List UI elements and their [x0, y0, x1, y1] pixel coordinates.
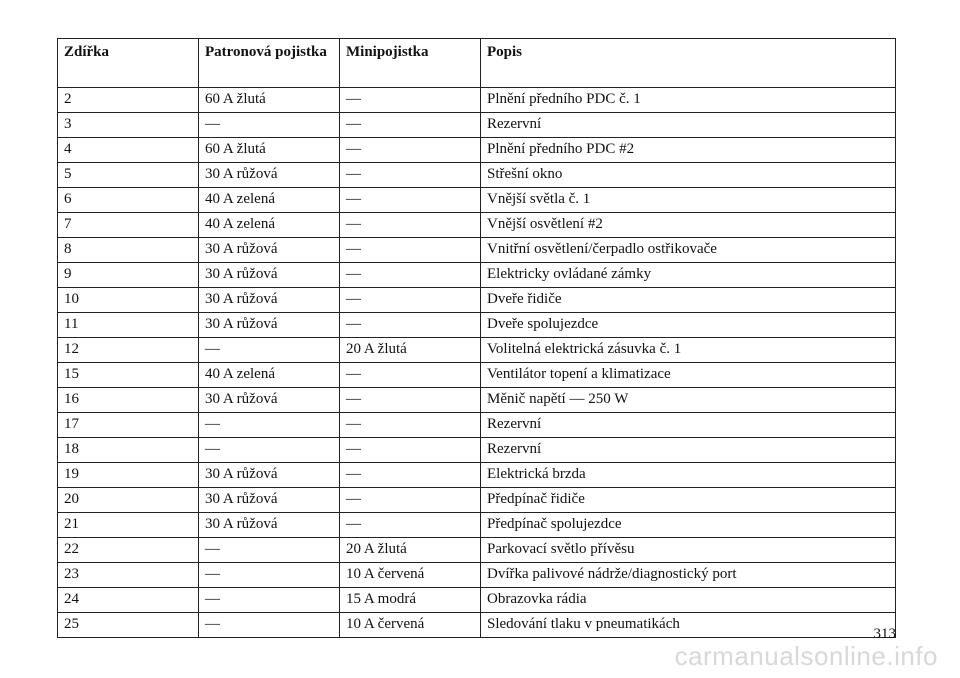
table-row — [58, 588, 896, 613]
cell-mini-fuse: — — [340, 138, 481, 163]
table-row — [58, 338, 896, 363]
table-header-row — [58, 39, 896, 88]
cell-description: Dveře řidiče — [481, 288, 896, 313]
cell-cartridge-fuse: 30 A růžová — [199, 163, 340, 188]
cell-description: Dvířka palivové nádrže/diagnostický port — [481, 563, 896, 588]
cell-cartridge-fuse: 40 A zelená — [199, 213, 340, 238]
cell-description: Rezervní — [481, 413, 896, 438]
cell-cartridge-fuse: — — [199, 538, 340, 563]
cell-socket: 16 — [58, 388, 199, 413]
cell-mini-fuse: — — [340, 313, 481, 338]
cell-mini-fuse: 10 A červená — [340, 613, 481, 638]
cell-cartridge-fuse: — — [199, 613, 340, 638]
cell-description: Plnění předního PDC č. 1 — [481, 88, 896, 113]
cell-socket: 15 — [58, 363, 199, 388]
cell-cartridge-fuse: — — [199, 413, 340, 438]
cell-description: Plnění předního PDC #2 — [481, 138, 896, 163]
cell-description: Rezervní — [481, 438, 896, 463]
cell-socket: 23 — [58, 563, 199, 588]
table-row — [58, 188, 896, 213]
cell-mini-fuse: — — [340, 388, 481, 413]
cell-mini-fuse: 10 A červená — [340, 563, 481, 588]
cell-description: Vnitřní osvětlení/čerpadlo ostřikovače — [481, 238, 896, 263]
cell-socket: 19 — [58, 463, 199, 488]
cell-mini-fuse: — — [340, 288, 481, 313]
table-row — [58, 538, 896, 563]
header-socket: Zdířka — [58, 39, 199, 88]
table-row — [58, 413, 896, 438]
cell-cartridge-fuse: — — [199, 338, 340, 363]
page-number: 313 — [873, 626, 896, 642]
table-row — [58, 313, 896, 338]
table-row — [58, 88, 896, 113]
cell-socket: 7 — [58, 213, 199, 238]
table-body — [58, 88, 896, 638]
cell-mini-fuse: — — [340, 413, 481, 438]
cell-cartridge-fuse: — — [199, 113, 340, 138]
cell-cartridge-fuse: 30 A růžová — [199, 288, 340, 313]
cell-description: Vnější světla č. 1 — [481, 188, 896, 213]
cell-mini-fuse: 15 A modrá — [340, 588, 481, 613]
cell-mini-fuse: — — [340, 213, 481, 238]
watermark: carmanualsonline.info — [674, 641, 938, 671]
cell-mini-fuse: — — [340, 88, 481, 113]
cell-mini-fuse: 20 A žlutá — [340, 338, 481, 363]
cell-description: Obrazovka rádia — [481, 588, 896, 613]
cell-cartridge-fuse: — — [199, 563, 340, 588]
cell-socket: 9 — [58, 263, 199, 288]
table-row — [58, 363, 896, 388]
table-row — [58, 388, 896, 413]
cell-cartridge-fuse: 30 A růžová — [199, 488, 340, 513]
cell-cartridge-fuse: 60 A žlutá — [199, 138, 340, 163]
cell-socket: 5 — [58, 163, 199, 188]
cell-mini-fuse: — — [340, 113, 481, 138]
cell-socket: 17 — [58, 413, 199, 438]
table-row — [58, 213, 896, 238]
cell-cartridge-fuse: 40 A zelená — [199, 188, 340, 213]
cell-socket: 8 — [58, 238, 199, 263]
header-description: Popis — [481, 39, 896, 88]
cell-mini-fuse: — — [340, 488, 481, 513]
cell-description: Měnič napětí — 250 W — [481, 388, 896, 413]
table-row — [58, 263, 896, 288]
cell-cartridge-fuse: 60 A žlutá — [199, 88, 340, 113]
cell-socket: 20 — [58, 488, 199, 513]
table-row — [58, 613, 896, 638]
cell-description: Dveře spolujezdce — [481, 313, 896, 338]
cell-cartridge-fuse: 30 A růžová — [199, 463, 340, 488]
cell-description: Elektrická brzda — [481, 463, 896, 488]
header-cartridge-fuse: Patronová pojistka — [199, 39, 340, 88]
cell-cartridge-fuse: 30 A růžová — [199, 263, 340, 288]
cell-socket: 11 — [58, 313, 199, 338]
cell-description: Ventilátor topení a klimatizace — [481, 363, 896, 388]
cell-socket: 22 — [58, 538, 199, 563]
cell-mini-fuse: — — [340, 188, 481, 213]
cell-cartridge-fuse: 30 A růžová — [199, 513, 340, 538]
cell-mini-fuse: — — [340, 163, 481, 188]
cell-cartridge-fuse: — — [199, 588, 340, 613]
cell-socket: 2 — [58, 88, 199, 113]
cell-description: Předpínač spolujezdce — [481, 513, 896, 538]
cell-socket: 24 — [58, 588, 199, 613]
cell-mini-fuse: 20 A žlutá — [340, 538, 481, 563]
cell-socket: 6 — [58, 188, 199, 213]
cell-mini-fuse: — — [340, 238, 481, 263]
cell-socket: 3 — [58, 113, 199, 138]
cell-mini-fuse: — — [340, 463, 481, 488]
cell-socket: 18 — [58, 438, 199, 463]
table-row — [58, 163, 896, 188]
cell-socket: 10 — [58, 288, 199, 313]
table-row — [58, 513, 896, 538]
cell-mini-fuse: — — [340, 263, 481, 288]
table-row — [58, 438, 896, 463]
cell-description: Elektricky ovládané zámky — [481, 263, 896, 288]
cell-description: Střešní okno — [481, 163, 896, 188]
cell-cartridge-fuse: 30 A růžová — [199, 388, 340, 413]
table-row — [58, 138, 896, 163]
table-row — [58, 113, 896, 138]
cell-socket: 21 — [58, 513, 199, 538]
table-row — [58, 288, 896, 313]
cell-cartridge-fuse: — — [199, 438, 340, 463]
cell-description: Parkovací světlo přívěsu — [481, 538, 896, 563]
cell-mini-fuse: — — [340, 363, 481, 388]
table-row — [58, 463, 896, 488]
table-row — [58, 488, 896, 513]
fuse-table — [57, 38, 896, 638]
cell-socket: 25 — [58, 613, 199, 638]
header-mini-fuse: Minipojistka — [340, 39, 481, 88]
cell-description: Vnější osvětlení #2 — [481, 213, 896, 238]
cell-description: Volitelná elektrická zásuvka č. 1 — [481, 338, 896, 363]
cell-socket: 4 — [58, 138, 199, 163]
cell-cartridge-fuse: 30 A růžová — [199, 313, 340, 338]
cell-description: Předpínač řidiče — [481, 488, 896, 513]
cell-cartridge-fuse: 40 A zelená — [199, 363, 340, 388]
cell-cartridge-fuse: 30 A růžová — [199, 238, 340, 263]
cell-mini-fuse: — — [340, 438, 481, 463]
cell-socket: 12 — [58, 338, 199, 363]
cell-description: Sledování tlaku v pneumatikách — [481, 613, 896, 638]
cell-description: Rezervní — [481, 113, 896, 138]
table-row — [58, 563, 896, 588]
cell-mini-fuse: — — [340, 513, 481, 538]
table-row — [58, 238, 896, 263]
